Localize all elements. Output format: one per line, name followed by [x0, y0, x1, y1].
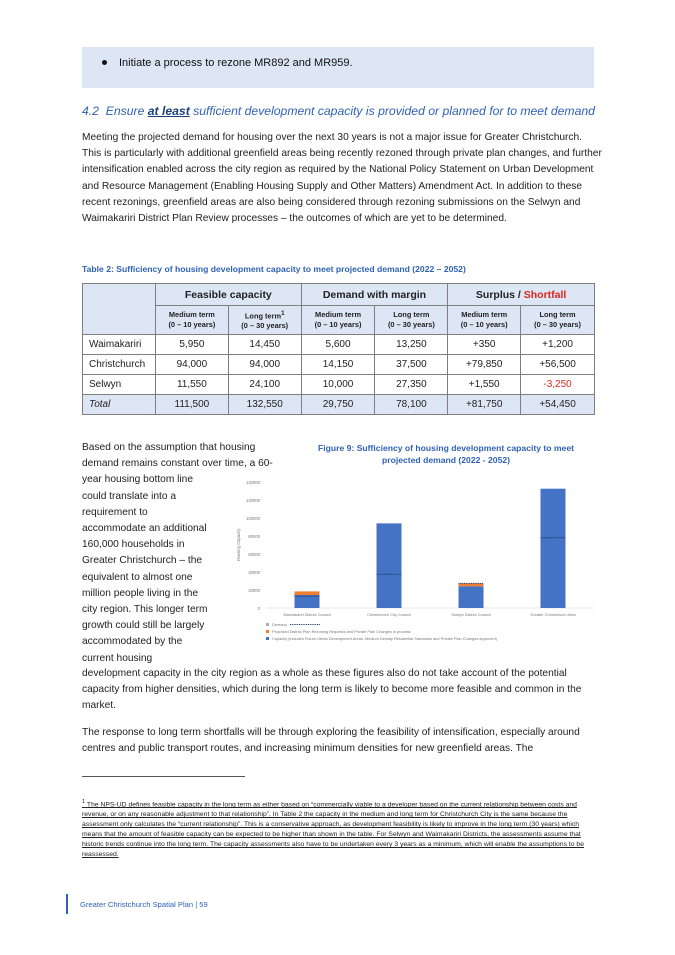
legend-label: Proposed District Plan Rezoning Requests and Private Plan Changes in process [272, 629, 411, 634]
table-corner [83, 284, 156, 335]
row-label: Christchurch [83, 355, 156, 375]
subheader-long: Long term (0 – 30 years) [521, 306, 595, 335]
table-cell: +350 [448, 335, 521, 355]
table-cell: +54,450 [521, 395, 595, 415]
table-cell-shortfall: -3,250 [521, 375, 595, 395]
capacity-table [82, 283, 595, 415]
table-cell: 14,150 [301, 355, 375, 375]
table-cell: +1,550 [448, 375, 521, 395]
subheader-medium: Medium term (0 – 10 years) [155, 306, 228, 335]
footer-accent-bar [66, 894, 68, 914]
continuation-paragraph: development capacity in the city region as a whole as these figures also do not take account of the potential capacity from higher densities, which during the long term is likely to become more feasible and common in the market. [82, 668, 582, 712]
header-demand: Demand with margin [301, 284, 448, 306]
table-cell: +1,200 [521, 335, 595, 355]
y-tick-label: 0 [257, 606, 260, 611]
section-heading: 4.2 Ensure at least sufficient development capacity is provided or planned for to meet demand [82, 104, 595, 118]
legend-label: Capacity (includes Future Urban Development Areas, Medium Density Residential Standards and Private Plan Changes approved) [272, 636, 497, 641]
table-row-total [83, 395, 595, 415]
x-category-label: Selwyn District Council [451, 612, 491, 617]
table-cell: 37,500 [375, 355, 448, 375]
table-cell: 14,450 [228, 335, 301, 355]
legend-swatch [266, 623, 269, 626]
page-footer: Greater Christchurch Spatial Plan | 59 [80, 900, 208, 909]
bullet-icon [102, 60, 107, 65]
footnote-divider [82, 776, 245, 777]
capacity-bar [295, 595, 320, 608]
capacity-chart [232, 476, 602, 651]
y-tick-label: 140000 [246, 480, 260, 485]
y-tick-label: 100000 [246, 516, 260, 521]
shortfall-label: Shortfall [523, 288, 567, 301]
row-label: Selwyn [83, 375, 156, 395]
x-category-label: Greater Christchurch Area [530, 612, 576, 617]
table-row [83, 335, 595, 355]
header-surplus: Surplus / Shortfall [448, 284, 595, 306]
table-row [83, 355, 595, 375]
figure-caption: Figure 9: Sufficiency of housing development capacity to meet projected demand (2022 - 2052) [318, 443, 574, 465]
subheader-medium: Medium term (0 – 10 years) [301, 306, 375, 335]
legend-swatch [266, 637, 269, 640]
legend-swatch [266, 630, 269, 633]
table-cell: 78,100 [375, 395, 448, 415]
x-category-label: Christchurch City Council [367, 612, 411, 617]
capacity-bar [541, 489, 566, 608]
closing-paragraph: The response to long term shortfalls will be through exploring the feasibility of intensification, especially around centres and public transport routes, and increasing minimum densities for new greenfield areas. The [82, 727, 580, 755]
capacity-bar [377, 523, 402, 608]
table-cell: 24,100 [228, 375, 301, 395]
table-cell: 94,000 [155, 355, 228, 375]
y-tick-label: 40000 [248, 570, 260, 575]
capacity-bar [459, 586, 484, 608]
row-label: Total [83, 395, 156, 415]
table-row [83, 375, 595, 395]
table-cell: 94,000 [228, 355, 301, 375]
table-cell: 29,750 [301, 395, 375, 415]
bullet-text: Initiate a process to rezone MR892 and MR959. [119, 57, 353, 69]
table-caption: Table 2: Sufficiency of housing development capacity to meet projected demand (2022 – 2052) [82, 264, 466, 274]
subheader-long: Long term (0 – 30 years) [375, 306, 448, 335]
subheader-long: Long term$^1$ (0 – 30 years) [228, 306, 301, 335]
table-cell: 10,000 [301, 375, 375, 395]
y-tick-label: 20000 [248, 588, 260, 593]
table-cell: +56,500 [521, 355, 595, 375]
bullet-item [102, 57, 353, 69]
header-feasible: Feasible capacity [155, 284, 301, 306]
y-axis-title: Housing Capacity [236, 528, 241, 562]
subheader-medium: Medium term (0 – 10 years) [448, 306, 521, 335]
table-cell: 5,950 [155, 335, 228, 355]
table-cell: 5,600 [301, 335, 375, 355]
proposed-bar [295, 591, 320, 595]
table-cell: 111,500 [155, 395, 228, 415]
intro-paragraph: Meeting the projected demand for housing over the next 30 years is not a major issue for Greater Christchurch. This is particularly with additional greenfield areas being recently rezoned through private plan changes, and further intensification enabled across the city region as required by the National Policy Statement on Urban Development and Resource Management (Enabling Housing Supply and Other Matters) Amendment Act. In addition to these recent rezonings, greenfield areas are also being considered through rezoning submissions on the Selwyn and Waimakariri District Plan Review processes – the outcomes of which are yet to be determined. [82, 132, 602, 225]
x-category-label: Waimakariri District Council [283, 612, 331, 617]
table-cell: +81,750 [448, 395, 521, 415]
row-label: Waimakariri [83, 335, 156, 355]
y-tick-label: 80000 [248, 534, 260, 539]
y-tick-label: 120000 [246, 498, 260, 503]
action-callout [82, 47, 594, 88]
table-cell: 11,550 [155, 375, 228, 395]
wrapped-paragraph: Based on the assumption that housing demand remains constant over time, a 60- year housing bottom line could translate into a requirement to accommodate an additional 160,000 households in Greater Christchurch – the equivalent to almost one million people living in the city region. This longer term growth could still be largely accommodated by the current housing [82, 442, 273, 664]
heading-emphasis: at least [147, 104, 190, 118]
table-cell: +79,850 [448, 355, 521, 375]
table-cell: 13,250 [375, 335, 448, 355]
table-cell: 132,550 [228, 395, 301, 415]
footnote: $^1$ The NPS-UD defines feasible capacity in the long term as either based on “commercially viable to a developer based on the current relationship between costs and revenue, or on any reasonable adjustment to that relationship”. In Table 2 the capacity in the medium and long term for Christchurch City is the same because the assessment only calculates the “current relationship”. This is a conservative approach, as development feasibility is likely to improve in the long term (30 years) which means that the amount of feasible capacity can be expected to be higher than shown in the table. For Selwyn and Waimakariri Districts, the assessments assume that historic trends continue into the long term. The capacity assessments also have to be undertaken every 3 years as a minimum, which will enable the assumptions to be reassessed. [82, 799, 584, 859]
table-cell: 27,350 [375, 375, 448, 395]
y-tick-label: 60000 [248, 552, 260, 557]
legend-label: Demand [272, 622, 287, 627]
